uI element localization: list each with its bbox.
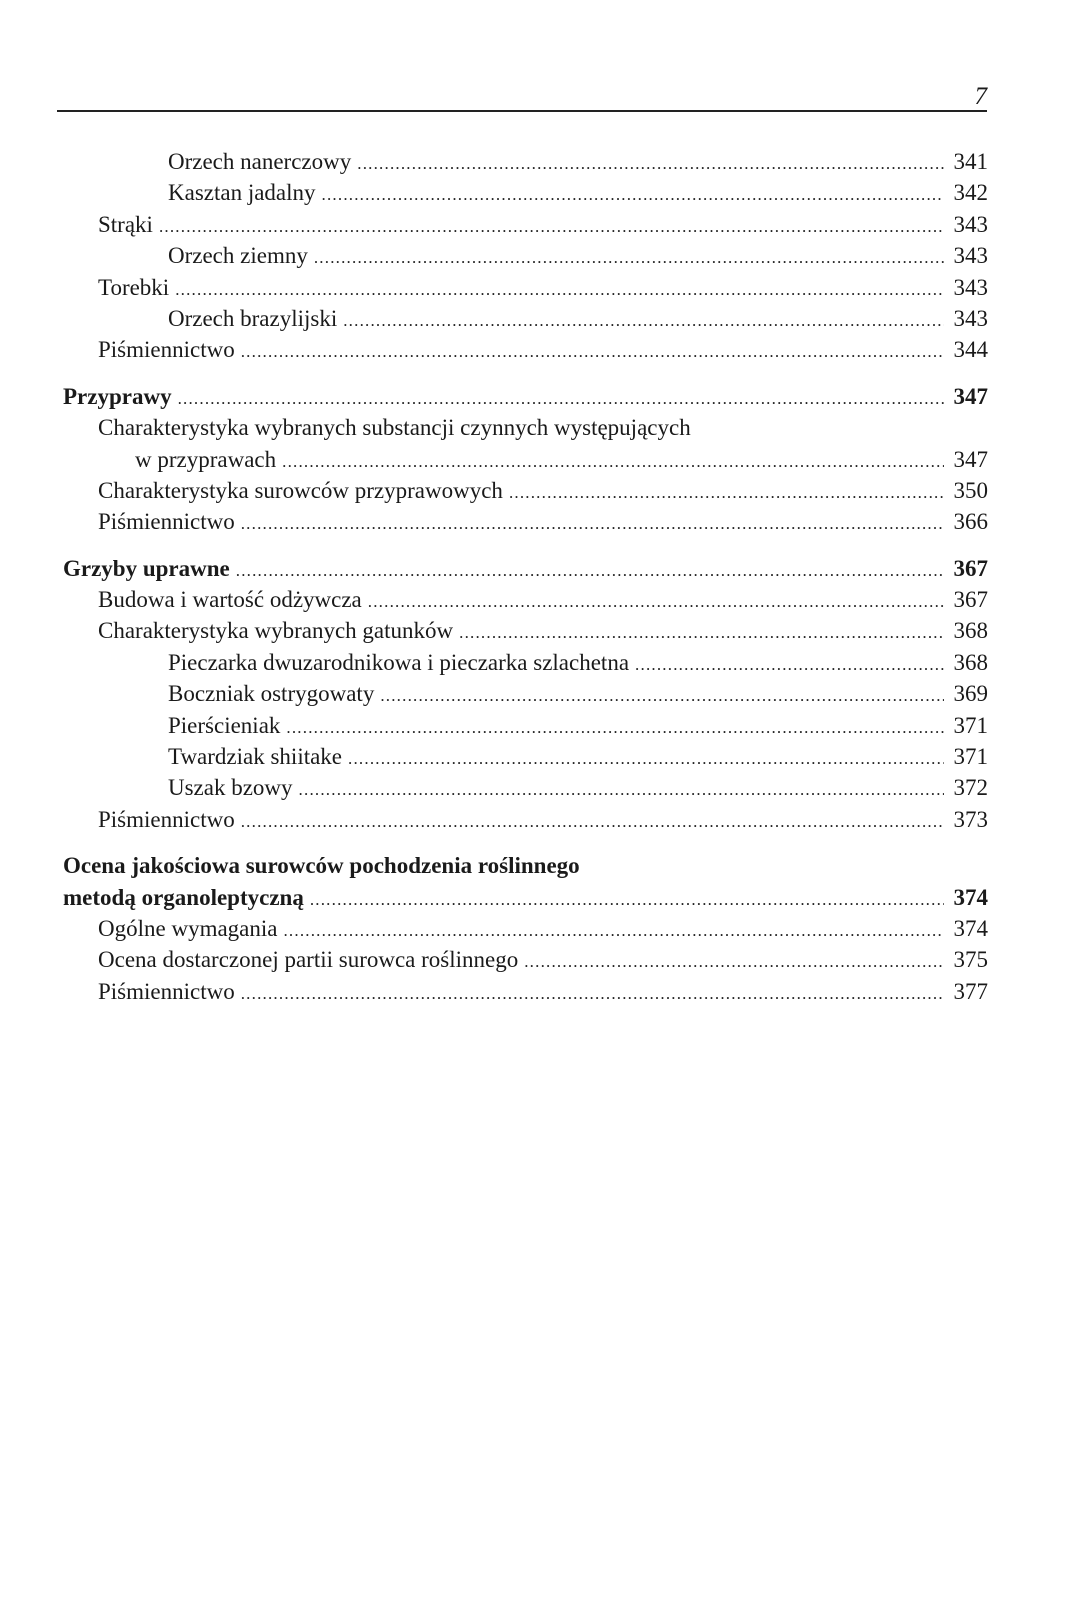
dot-leader <box>380 680 944 711</box>
toc-entry-page: 342 <box>953 180 988 206</box>
dot-leader <box>241 978 944 1009</box>
toc-entry[interactable] <box>63 444 988 475</box>
toc-entry-page: 350 <box>953 477 988 503</box>
toc-entry[interactable] <box>63 678 988 709</box>
toc-entry-title: Przyprawy <box>63 383 172 409</box>
toc-entry-title: Charakterystyka surowców przyprawowych <box>98 477 503 503</box>
toc-entry[interactable] <box>63 506 988 537</box>
dot-leader <box>178 383 944 414</box>
toc-entry-title: Charakterystyka wybranych substancji czynnych występujących <box>98 415 691 441</box>
toc-entry-title: Ocena dostarczonej partii surowca roślinnego <box>98 947 519 973</box>
toc-chapter-entry[interactable] <box>63 882 988 913</box>
dot-leader <box>283 915 944 946</box>
toc-entry-page: 377 <box>953 978 988 1004</box>
dot-leader <box>459 617 944 648</box>
dot-leader <box>524 946 944 977</box>
toc-entry-page: 369 <box>953 681 988 707</box>
toc-entry-page: 371 <box>953 744 988 770</box>
toc-entry-title: Orzech brazylijski <box>168 305 338 331</box>
toc-entry-page: 367 <box>953 587 988 613</box>
dot-leader <box>236 555 944 586</box>
toc-entry-page: 347 <box>953 383 988 409</box>
toc-entry[interactable] <box>63 303 988 334</box>
toc-entry[interactable] <box>63 741 988 772</box>
toc-entry-title: w przyprawach <box>135 446 277 472</box>
toc-entry-title: Ocena jakościowa surowców pochodzenia roślinnego <box>63 853 580 879</box>
toc-entry[interactable] <box>63 710 988 741</box>
toc-entry-page: 368 <box>953 649 988 675</box>
page-number: 7 <box>974 83 987 110</box>
toc-entry-title: Strąki <box>98 211 153 237</box>
toc-entry-page: 371 <box>953 712 988 738</box>
toc-entry[interactable] <box>63 944 988 975</box>
toc-entry[interactable] <box>63 804 988 835</box>
toc-entry-title: Torebki <box>98 274 170 300</box>
toc-entry-page: 368 <box>953 618 988 644</box>
toc-entry-page: 374 <box>953 915 988 941</box>
dot-leader <box>286 712 944 743</box>
dot-leader <box>175 274 944 305</box>
toc-entry[interactable] <box>63 475 988 506</box>
toc-entry-page: 344 <box>953 337 988 363</box>
toc-entry[interactable] <box>63 146 988 177</box>
dot-leader <box>368 586 944 617</box>
toc-entry-page: 366 <box>953 509 988 535</box>
dot-leader <box>322 179 944 210</box>
toc-chapter-entry[interactable] <box>63 381 988 412</box>
table-of-contents <box>63 146 988 1007</box>
toc-entry-page: 341 <box>953 149 988 174</box>
toc-entry-title: Piśmiennictwo <box>98 337 235 363</box>
toc-entry[interactable] <box>63 209 988 240</box>
toc-entry[interactable] <box>63 272 988 303</box>
toc-entry-page: 343 <box>953 211 988 237</box>
page-header <box>57 76 987 112</box>
dot-leader <box>241 336 944 367</box>
toc-entry-page: 343 <box>953 305 988 331</box>
toc-entry-title: Uszak bzowy <box>168 775 293 801</box>
dot-leader <box>159 211 944 242</box>
toc-entry-title: Boczniak ostrygowaty <box>168 681 375 707</box>
toc-entry[interactable] <box>63 913 988 944</box>
toc-entry[interactable] <box>63 177 988 208</box>
toc-entry-page: 373 <box>953 806 988 832</box>
toc-entry-title: Piśmiennictwo <box>98 978 235 1004</box>
dot-leader <box>509 477 944 508</box>
toc-entry[interactable] <box>63 412 988 443</box>
toc-entry-title: Orzech nanerczowy <box>168 149 352 174</box>
toc-chapter-entry[interactable] <box>63 850 988 881</box>
toc-entry-page: 343 <box>953 274 988 300</box>
toc-entry[interactable] <box>63 334 988 365</box>
dot-leader <box>299 774 944 805</box>
toc-entry-page: 374 <box>953 884 988 910</box>
toc-entry-page: 347 <box>953 446 988 472</box>
toc-entry-title: Orzech ziemny <box>168 243 308 269</box>
toc-chapter-entry[interactable] <box>63 553 988 584</box>
toc-entry-title: Budowa i wartość odżywcza <box>98 587 362 613</box>
dot-leader <box>241 508 944 539</box>
toc-entry-title: metodą organoleptyczną <box>63 884 304 910</box>
dot-leader <box>282 446 944 477</box>
toc-entry-title: Charakterystyka wybranych gatunków <box>98 618 454 644</box>
toc-entry[interactable] <box>63 976 988 1007</box>
toc-entry-title: Twardziak shiitake <box>168 744 343 770</box>
dot-leader <box>357 148 944 179</box>
toc-entry[interactable] <box>63 240 988 271</box>
toc-entry-title: Piśmiennictwo <box>98 509 235 535</box>
toc-entry[interactable] <box>63 615 988 646</box>
dot-leader <box>348 743 944 774</box>
dot-leader <box>635 649 944 680</box>
toc-entry-title: Kasztan jadalny <box>168 180 316 206</box>
toc-entry-title: Ogólne wymagania <box>98 915 278 941</box>
toc-entry-title: Grzyby uprawne <box>63 555 230 581</box>
toc-entry[interactable] <box>63 647 988 678</box>
toc-entry-page: 372 <box>953 775 988 801</box>
dot-leader <box>343 305 944 336</box>
toc-entry-page: 375 <box>953 947 988 973</box>
toc-entry-title: Pierścieniak <box>168 712 281 738</box>
toc-entry-title: Piśmiennictwo <box>98 806 235 832</box>
dot-leader <box>314 242 944 273</box>
toc-entry[interactable] <box>63 772 988 803</box>
toc-entry-title: Pieczarka dwuzarodnikowa i pieczarka szlachetna <box>168 649 630 675</box>
dot-leader <box>241 806 944 837</box>
dot-leader <box>310 884 944 915</box>
toc-entry-page: 367 <box>953 555 988 581</box>
toc-entry[interactable] <box>63 584 988 615</box>
toc-entry-page: 343 <box>953 243 988 269</box>
